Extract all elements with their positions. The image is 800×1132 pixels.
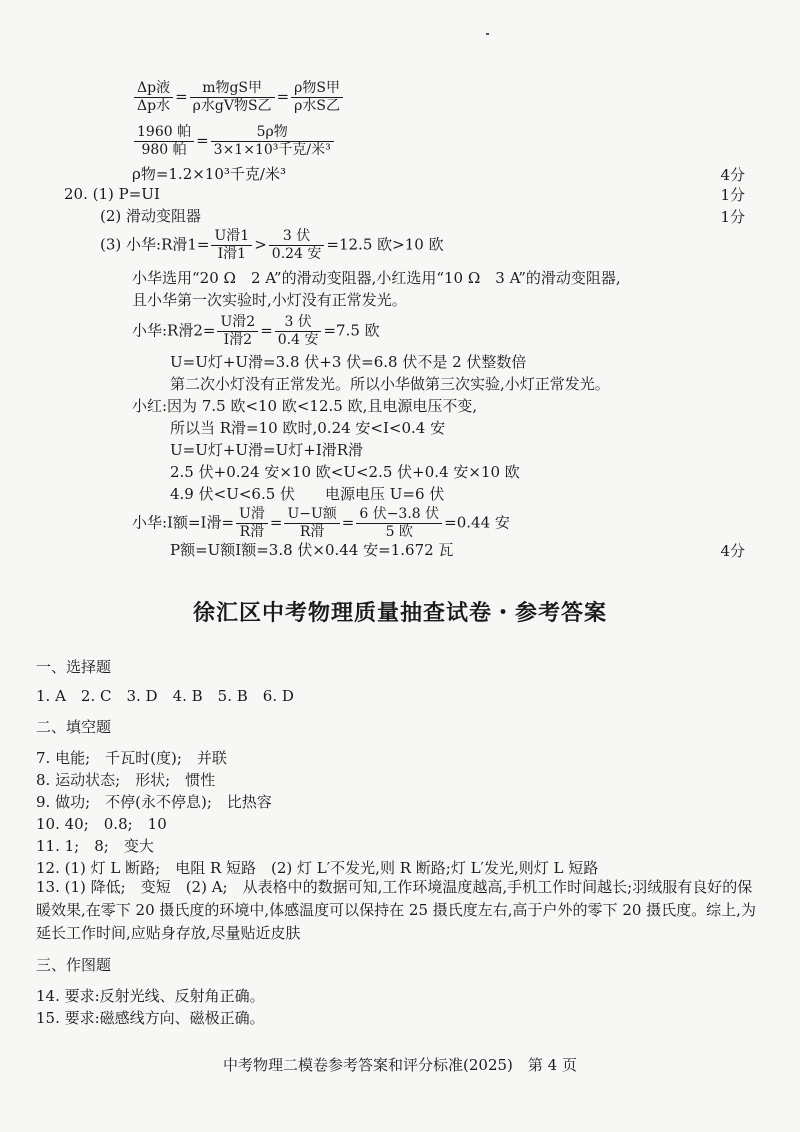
- fraction: $\frac{\text{Δp液}}{\text{Δp水}}$: [134, 80, 173, 115]
- q20-line: U=U灯+U滑=U灯+I滑R滑: [170, 441, 364, 459]
- q20-line: U=U灯+U滑=3.8 伏+3 伏=6.8 伏不是 2 伏整数倍: [170, 353, 527, 371]
- answer-line: 8. 运动状态; 形状; 惯性: [36, 771, 216, 789]
- q20-part3-eq1: (3) 小华:R滑1= $\frac{\text{U滑1}}{\text{I滑1}}$ > $\frac{\text{3 伏}}{\text{0.24 安}}$ =12.5 欧>10 欧: [100, 228, 444, 262]
- fraction: $\frac{\text{U−U额}}{\text{R滑}}$: [284, 506, 339, 541]
- answer-line: 14. 要求:反射光线、反射角正确。: [36, 987, 265, 1005]
- equation-pressure-ratio: $\frac{\text{Δp液}}{\text{Δp水}}$ = $\frac{\text{m物gS甲}}{\text{ρ水gV物S乙}}$ = $\frac{\text{ρ物S甲}}{\text{ρ水S乙}}$: [132, 80, 345, 115]
- fraction: $\frac{\text{U滑}}{\text{R滑}}$: [236, 506, 268, 541]
- fraction: $\frac{\text{1960 帕}}{\text{980 帕}}$: [134, 124, 194, 159]
- page-title: 徐汇区中考物理质量抽查试卷・参考答案: [192, 601, 607, 626]
- page-footer: 中考物理二模卷参考答案和评分标准(2025) 第 4 页: [223, 1056, 577, 1074]
- q20-line: 且小华第一次实验时,小灯没有正常发光。: [132, 291, 407, 309]
- fraction: $\frac{\text{3 伏}}{\text{0.24 安}}$: [269, 228, 325, 263]
- q20-line: 小红:因为 7.5 欧<10 欧<12.5 欧,且电源电压不变,: [132, 397, 478, 415]
- q20-line: P额=U额I额=3.8 伏×0.44 安=1.672 瓦: [170, 541, 454, 559]
- answer-line: 10. 40; 0.8; 10: [36, 815, 167, 833]
- fraction: $\frac{\text{U滑2}}{\text{I滑2}}$: [217, 314, 258, 349]
- density-result: ρ物=1.2×10³千克/米³: [132, 165, 286, 183]
- answer-line: 15. 要求:磁感线方向、磁极正确。: [36, 1009, 265, 1027]
- q20-line: 4.9 伏<U<6.5 伏 电源电压 U=6 伏: [170, 485, 445, 503]
- scan-speck: [486, 33, 489, 35]
- score: 4分: [720, 542, 745, 560]
- fraction: $\frac{\text{U滑1}}{\text{I滑1}}$: [211, 228, 252, 263]
- answer-line: 1. A 2. C 3. D 4. B 5. B 6. D: [36, 687, 294, 705]
- score: 1分: [720, 186, 745, 204]
- score: 4分: [720, 166, 745, 184]
- fraction: $\frac{\text{3 伏}}{\text{0.4 安}}$: [275, 314, 322, 349]
- answer-line: 11. 1; 8; 变大: [36, 837, 154, 855]
- q20-line: 第二次小灯没有正常发光。所以小华做第三次实验,小灯正常发光。: [170, 375, 610, 393]
- q20-line: 2.5 伏+0.24 安×10 欧<U<2.5 伏+0.4 安×10 欧: [170, 463, 520, 481]
- q20-line: 小华选用“20 Ω 2 A”的滑动变阻器,小红选用“10 Ω 3 A”的滑动变阻器,: [132, 269, 621, 287]
- q20-eq3: 小华:I额=I滑= $\frac{\text{U滑}}{\text{R滑}}$ = $\frac{\text{U−U额}}{\text{R滑}}$ = $\frac{\text{6 伏−3.8 伏}}{\text{5 欧}}$ =0.44 安: [132, 506, 510, 540]
- q20-part2: (2) 滑动变阻器: [100, 207, 202, 225]
- q20-part1: 20. (1) P=UI: [64, 185, 160, 203]
- fraction: $\frac{\text{ρ物S甲}}{\text{ρ水S乙}}$: [291, 80, 343, 115]
- score: 1分: [720, 208, 745, 226]
- answer-line: 7. 电能; 千瓦时(度); 并联: [36, 749, 227, 767]
- section-heading: 一、选择题: [36, 658, 112, 676]
- section-heading: 二、填空题: [36, 718, 112, 736]
- fraction: $\frac{\text{6 伏−3.8 伏}}{\text{5 欧}}$: [356, 506, 442, 541]
- section-heading: 三、作图题: [36, 956, 112, 974]
- answer-paragraph: 13. (1) 降低; 变短 (2) A; 从表格中的数据可知,工作环境温度越高,手机工作时间越长;羽绒服有良好的保暖效果,在零下 20 摄氏度的环境中,体感温度可以保持在 25 摄氏度左右,高于户外的零下 20 摄氏度。综上,为延长工作时间,应贴身存放,尽量贴近皮肤: [36, 878, 756, 942]
- answer-line: 9. 做功; 不停(永不停息); 比热容: [36, 793, 272, 811]
- q20-eq2: 小华:R滑2= $\frac{\text{U滑2}}{\text{I滑2}}$ = $\frac{\text{3 伏}}{\text{0.4 安}}$ =7.5 欧: [132, 314, 380, 348]
- equation-substitution: $\frac{\text{1960 帕}}{\text{980 帕}}$ = $\frac{\text{5ρ物}}{\text{3×1×10³千克/米³}}$: [132, 124, 336, 159]
- fraction: $\frac{\text{5ρ物}}{\text{3×1×10³千克/米³}}$: [211, 124, 334, 159]
- answer-line: 12. (1) 灯 L 断路; 电阻 R 短路 (2) 灯 L′不发光,则 R 断路;灯 L′发光,则灯 L 短路: [36, 859, 599, 877]
- q20-line: 所以当 R滑=10 欧时,0.24 安<I<0.4 安: [170, 419, 446, 437]
- fraction: $\frac{\text{m物gS甲}}{\text{ρ水gV物S乙}}$: [190, 80, 275, 115]
